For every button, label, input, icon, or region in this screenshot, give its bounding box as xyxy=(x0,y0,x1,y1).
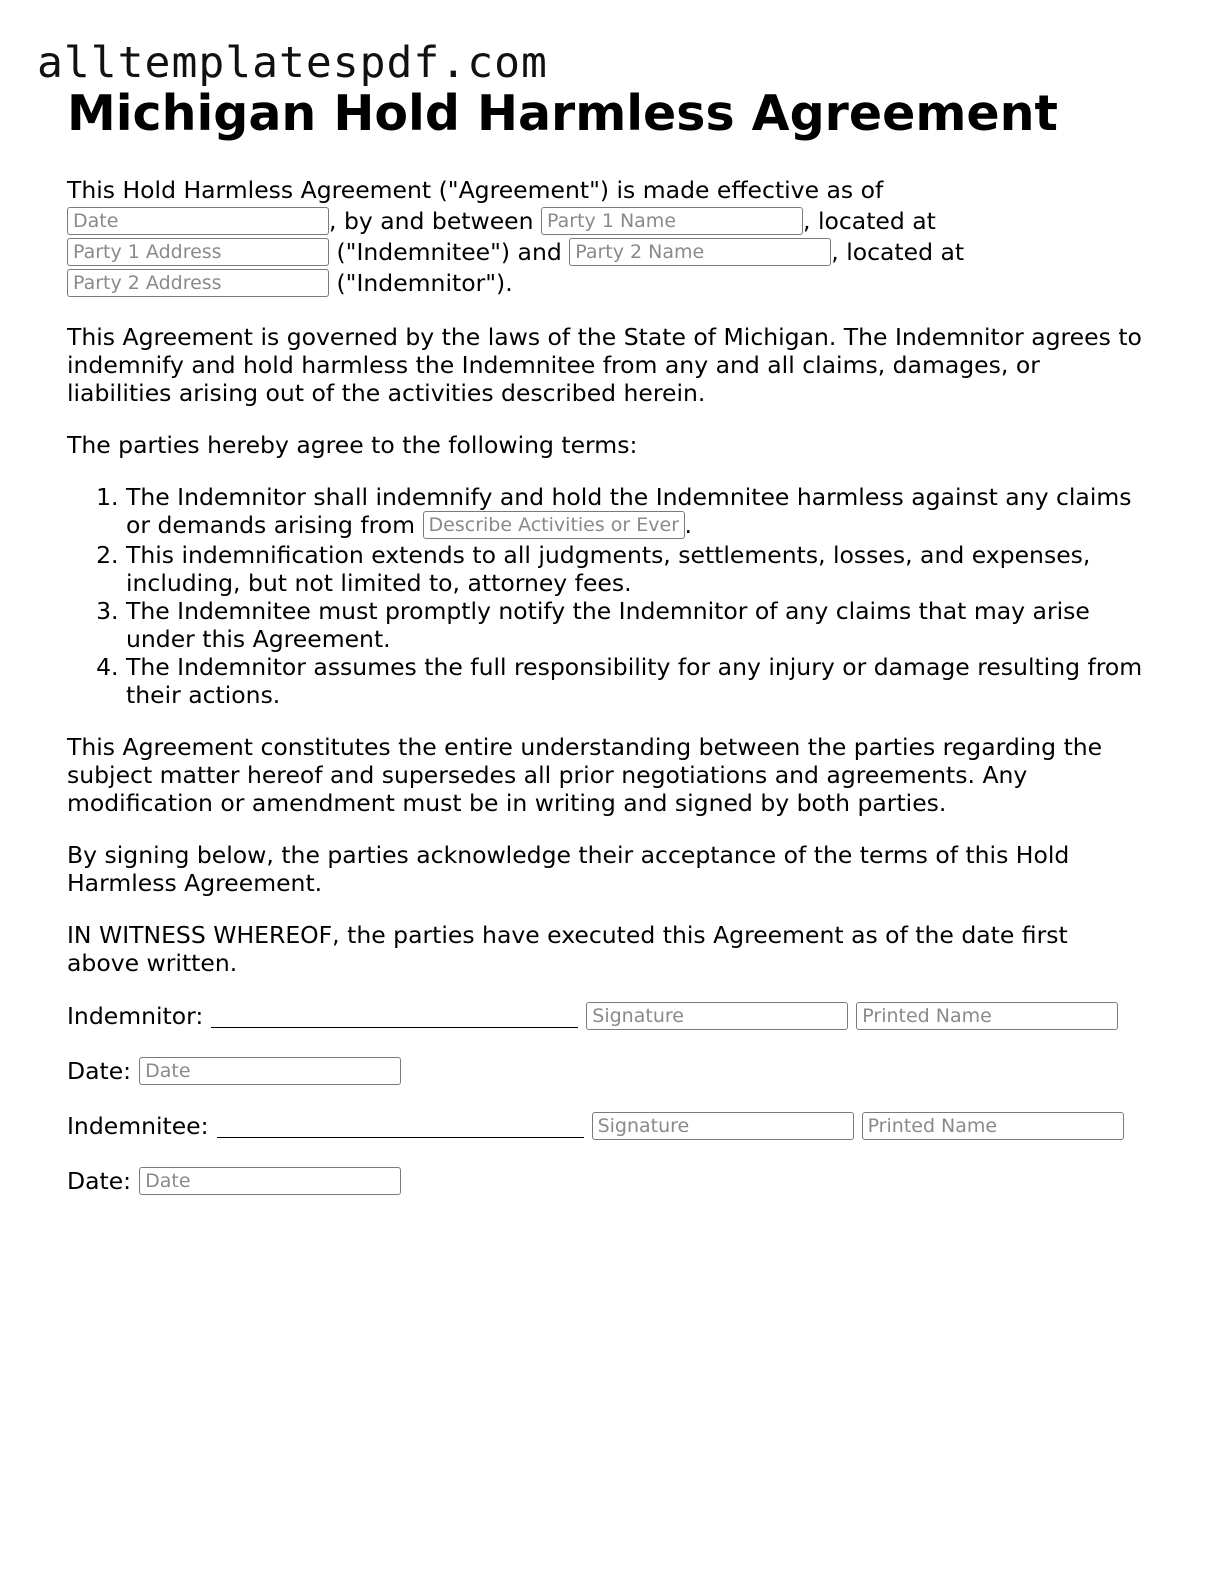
terms-list xyxy=(67,483,1147,709)
intro-paragraph xyxy=(67,175,1147,299)
party2-name-field[interactable] xyxy=(569,238,831,266)
indemnitor-tail-text: ("Indemnitor"). xyxy=(336,269,513,297)
site-watermark: alltemplatespdf.com xyxy=(37,38,548,88)
acknowledgement-paragraph: By signing below, the parties acknowledge their acceptance of the terms of this Hold Harmless Agreement. xyxy=(67,840,1070,897)
witness-paragraph: IN WITNESS WHEREOF, the parties have executed this Agreement as of the date first above written. xyxy=(67,920,1068,977)
party2-address-field[interactable] xyxy=(67,269,329,297)
located-at-text-1: , located at xyxy=(803,207,936,235)
indemnitee-signature-row xyxy=(67,1111,1147,1142)
located-at-text-2: , located at xyxy=(831,238,965,266)
term-1-text: The Indemnitor shall indemnify and hold the Indemnitee harmless against any claims or demands arising from xyxy=(126,483,1132,539)
effective-date-field[interactable] xyxy=(67,207,329,235)
indemnitee-signature-line xyxy=(217,1115,584,1138)
term-1-end: . xyxy=(684,511,693,539)
indemnitee-date-label: Date: xyxy=(67,1167,132,1195)
indemnitee-signature-field[interactable] xyxy=(592,1112,854,1140)
governing-law-paragraph: This Agreement is governed by the laws of the State of Michigan. The Indemnitor agrees to indemnify and hold harmless the Indemnitee from any and all claims, damages, or liabilities arising out of the activities described herein. xyxy=(67,323,1142,407)
indemnitee-and-text: ("Indemnitee") and xyxy=(336,238,562,266)
indemnitor-printed-name-field[interactable] xyxy=(856,1002,1118,1030)
indemnitee-printed-name-field[interactable] xyxy=(862,1112,1124,1140)
indemnitee-date-field[interactable] xyxy=(139,1167,401,1195)
intro-lead: This Hold Harmless Agreement ("Agreement") is made effective as of xyxy=(67,176,884,204)
term-item-4: 4. The Indemnitor assumes the full responsibility for any injury or damage resulting from their actions. xyxy=(126,653,1147,709)
indemnitor-date-field[interactable] xyxy=(139,1057,401,1085)
indemnitee-date-row xyxy=(67,1166,1147,1197)
indemnitor-date-row xyxy=(67,1056,1147,1087)
terms-intro: The parties hereby agree to the following terms: xyxy=(67,431,638,459)
agreement-body xyxy=(67,175,1147,1221)
party1-address-field[interactable] xyxy=(67,238,329,266)
indemnitor-signature-field[interactable] xyxy=(586,1002,848,1030)
activities-field[interactable] xyxy=(423,511,685,539)
term-item-2: 2. This indemnification extends to all judgments, settlements, losses, and expenses, including, but not limited to, attorney fees. xyxy=(126,541,1147,597)
indemnitee-label: Indemnitee: xyxy=(67,1112,209,1140)
indemnitor-date-label: Date: xyxy=(67,1057,132,1085)
term-item-3: 3. The Indemnitee must promptly notify the Indemnitor of any claims that may arise under this Agreement. xyxy=(126,597,1147,653)
entire-agreement-paragraph: This Agreement constitutes the entire understanding between the parties regarding the subject matter hereof and supersedes all prior negotiations and agreements. Any modification or amendment must be in writing and signed by both parties. xyxy=(67,732,1103,817)
page-title: Michigan Hold Harmless Agreement xyxy=(67,85,1058,142)
by-and-between-text: , by and between xyxy=(329,207,534,235)
indemnitor-signature-line xyxy=(211,1005,578,1028)
term-item-1 xyxy=(126,483,1147,541)
party1-name-field[interactable] xyxy=(541,207,803,235)
indemnitor-label: Indemnitor: xyxy=(67,1002,204,1030)
indemnitor-signature-row xyxy=(67,1001,1147,1032)
